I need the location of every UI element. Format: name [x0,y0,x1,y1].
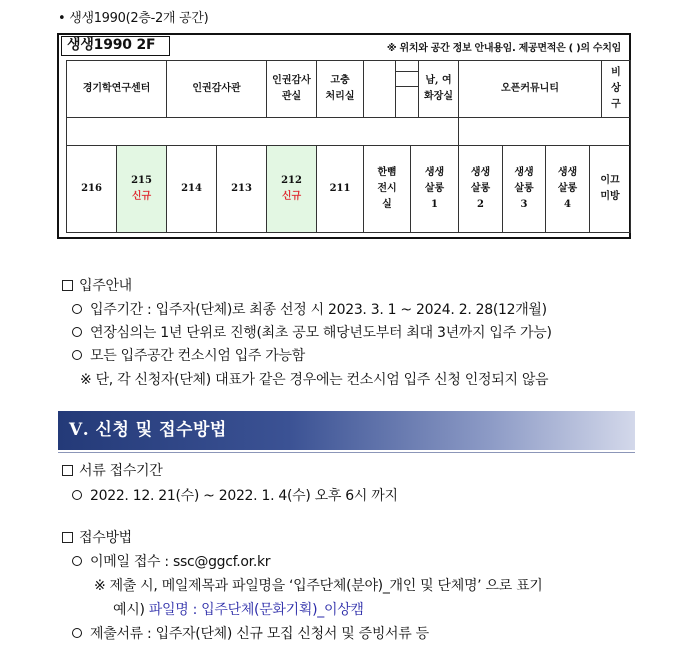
emergency-stairs-label-3: 구 [611,99,621,110]
floor-plan-note: ※ 위치와 공간 정보 안내용임. 제공면적은 ( )의 수치임 [386,43,621,54]
move-in-item-3-text: 모든 입주공간 컨소시엄 입주 가능함 [90,348,305,364]
room-salon-4-line-1: 생생 [557,167,578,178]
period-item-text: 2022. 12. 21(수) ~ 2022. 1. 4(수) 오후 6시 까지 [90,488,398,504]
room-211-number: 211 [329,183,351,194]
human-rights-room-label-2: 관실 [281,91,302,102]
human-rights-room-label-1: 인권감사 [272,75,311,86]
section-banner-rule [58,452,635,453]
restroom-cell [419,61,459,118]
room-gallery [364,146,411,232]
room-215 [117,146,167,232]
method-documents-item [72,623,429,643]
method-email-text: 이메일 접수 : ssc@ggcf.or.kr [90,554,271,570]
method-example [113,599,364,619]
restroom-divider-box [395,71,419,87]
room-salon-1-line-3: 1 [431,199,438,210]
move-in-heading [62,275,132,295]
room-salon-2 [459,146,503,232]
move-in-item-1 [72,299,547,319]
restroom-label-2: 화장실 [424,91,453,102]
open-community-label: 오픈커뮤니티 [501,83,559,94]
room-gallery-line-1: 한뼘 [377,167,397,178]
room-212-number: 212 [281,175,302,186]
circle-bullet-icon [72,490,82,500]
method-title: 접수방법 [79,530,132,546]
room-216 [67,146,117,232]
method-email-item [72,551,270,571]
move-in-item-3 [72,345,305,365]
room-salon-4 [546,146,590,232]
room-211 [317,146,364,232]
room-ikkeumi-line-2: 미방 [600,191,620,202]
open-community-cell [459,61,602,118]
move-in-item-2 [72,322,552,342]
method-example-prefix: 예시) [113,602,149,618]
circle-bullet-icon [72,350,82,360]
complaint-room-label-1: 고충 [330,75,350,86]
circle-bullet-icon [72,556,82,566]
period-item [72,485,398,505]
room-213-number: 213 [231,183,252,194]
room-214-number: 214 [181,183,202,194]
emergency-stairs-label-1: 비 [611,67,621,78]
method-documents-text: 제출서류 : 입주자(단체) 신규 모집 신청서 및 증빙서류 등 [90,626,429,642]
method-heading [62,527,132,547]
room-216-number: 216 [81,183,102,194]
room-213 [217,146,267,232]
room-salon-1 [411,146,459,232]
room-salon-3-line-2: 살롱 [514,183,534,194]
complaint-room-cell [317,61,364,118]
research-center-cell [67,61,167,118]
move-in-title: 입주안내 [79,278,132,294]
method-example-value: 파일명 : 입주단체(문화기획)_이상캠 [148,602,364,618]
room-215-number: 215 [131,175,152,186]
restroom-label-1: 남, 여 [425,75,452,86]
floor-plan [57,33,631,239]
room-212 [267,146,317,232]
room-ikkeumi [590,146,630,232]
move-in-item-2-text: 연장심의는 1년 단위로 진행(최초 공모 해당년도부터 최대 3년까지 입주 가능) [90,325,552,341]
square-bullet-icon [62,280,73,291]
room-salon-2-line-3: 2 [477,199,484,210]
room-salon-2-line-1: 생생 [470,167,491,178]
room-214 [167,146,217,232]
room-salon-4-line-3: 4 [564,199,571,210]
floor-plan-title: 생생1990 2F [61,36,170,56]
room-215-status: 신규 [131,191,152,202]
square-bullet-icon [62,465,73,476]
room-salon-1-line-2: 살롱 [424,183,445,194]
emergency-stairs-cell [602,61,630,118]
room-salon-3-line-1: 생생 [514,167,534,178]
floor-plan-grid [66,60,631,233]
blank-cell-b [396,61,419,118]
period-heading [62,460,163,480]
complaint-room-label-2: 처리실 [325,91,355,102]
human-rights-office-label: 인권감사관 [192,83,241,94]
room-salon-4-line-2: 살롱 [557,183,578,194]
room-212-status: 신규 [281,191,302,202]
room-gallery-line-3: 실 [382,199,392,210]
move-in-note: ※ 단, 각 신청자(단체) 대표가 같은 경우에는 컨소시엄 입주 신청 인정되지 않음 [80,372,549,388]
blank-cell-a [364,61,396,118]
human-rights-room-cell [267,61,317,118]
corridor-left [67,118,459,146]
room-ikkeumi-line-1: 이끄 [600,175,620,186]
room-salon-1-line-1: 생생 [424,167,445,178]
corridor-right [459,118,630,146]
method-note: ※ 제출 시, 메일제목과 파일명을 ‘입주단체(분야)_개인 및 단체명’ 으로 표기 [94,578,543,594]
room-gallery-line-2: 전시 [377,183,397,194]
square-bullet-icon [62,532,73,543]
period-title: 서류 접수기간 [79,463,163,479]
room-salon-3-line-3: 3 [520,199,528,210]
space-heading: • 생생1990(2층-2개 공간) [58,11,209,26]
section-banner: Ⅴ. 신청 및 접수방법 [58,411,635,450]
circle-bullet-icon [72,628,82,638]
emergency-stairs-label-2: 상 [611,83,621,94]
room-salon-3 [503,146,546,232]
circle-bullet-icon [72,327,82,337]
human-rights-office-cell [167,61,267,118]
research-center-label: 경기학연구센터 [82,83,151,94]
move-in-item-1-text: 입주기간 : 입주자(단체)로 최종 선정 시 2023. 3. 1 ~ 2024. 2. 28(12개월) [90,302,547,318]
circle-bullet-icon [72,304,82,314]
room-salon-2-line-2: 살롱 [470,183,491,194]
